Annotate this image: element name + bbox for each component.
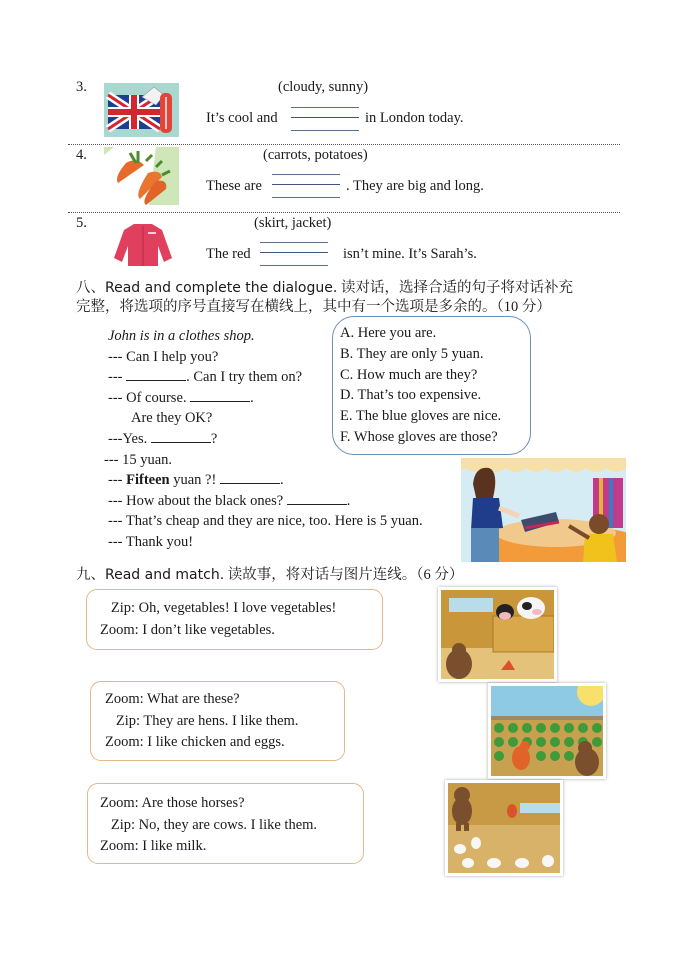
option-d: D. That’s too expensive. <box>340 387 482 404</box>
dialogue-line: Zip: Oh, vegetables! I love vegetables! <box>100 600 337 616</box>
section-prefix: 九、 <box>76 567 105 583</box>
match-box-2[interactable] <box>90 681 345 761</box>
dialogue-line: ---Yes. ? <box>108 430 218 447</box>
section-prefix: 八、 <box>76 280 105 296</box>
dialogue-line: --- How about the black ones? . <box>108 492 351 509</box>
clothes-shop-image <box>461 458 626 562</box>
red-jacket-image <box>112 222 174 266</box>
section-9-heading <box>76 566 463 585</box>
vegetable-garden-image[interactable] <box>488 683 606 779</box>
option-f: F. Whose gloves are those? <box>340 428 498 445</box>
dialogue-line: Zoom: Are those horses? <box>100 795 245 811</box>
dialogue-line: Zoom: I like chicken and eggs. <box>105 734 285 750</box>
option-e: E. The blue gloves are nice. <box>340 408 502 425</box>
sentence-end: isn’t mine. It’s Sarah’s. <box>343 246 477 262</box>
options-box <box>332 316 531 455</box>
sentence-start: The red <box>206 246 251 262</box>
item-number: 3. <box>76 79 87 95</box>
answer-blank[interactable] <box>151 429 211 443</box>
answer-blank[interactable] <box>291 106 359 132</box>
answer-blank[interactable] <box>220 470 280 484</box>
word-choices: (carrots, potatoes) <box>263 147 368 163</box>
section-instructions-cont: 完整，将选项的序号直接写在横线上，其中有一个选项是多余的。（10 分） <box>76 299 551 315</box>
uk-flag-thermometer-image <box>104 83 179 137</box>
section-title-en: Read and complete the dialogue. <box>105 280 338 296</box>
answer-blank[interactable] <box>190 388 250 402</box>
answer-blank[interactable] <box>260 241 328 267</box>
section-instructions: 读故事，将对话与图片连线。（6 分） <box>224 567 464 583</box>
word-choices: (cloudy, sunny) <box>278 79 369 95</box>
word-choices: (skirt, jacket) <box>254 215 332 231</box>
dialogue-line: --- Of course. . <box>108 389 254 406</box>
option-b: B. They are only 5 yuan. <box>340 345 484 362</box>
sentence-start: These are <box>206 178 262 194</box>
sentence-end: in London today. <box>365 110 464 126</box>
dialogue-line: --- Thank you! <box>108 533 194 550</box>
dialogue-line: Zoom: I like milk. <box>100 838 207 854</box>
dialogue-line: --- . Can I try them on? <box>108 369 303 386</box>
dialogue-line: --- 15 yuan. <box>104 451 173 468</box>
item-number: 5. <box>76 215 87 231</box>
barn-hens-image[interactable] <box>445 780 563 876</box>
section-instructions: 读对话，选择合适的句子将对话补充 <box>337 280 573 296</box>
carrots-image <box>104 147 179 205</box>
section-title-en: Read and match. <box>105 567 225 583</box>
section-8-heading <box>76 279 636 317</box>
divider <box>68 144 620 145</box>
option-a: A. Here you are. <box>340 325 437 341</box>
answer-blank[interactable] <box>272 173 340 199</box>
match-box-1[interactable] <box>86 589 383 650</box>
match-box-3[interactable] <box>87 783 364 864</box>
dialogue-line: Zoom: What are these? <box>105 691 240 707</box>
dialogue-line: Zip: No, they are cows. I like them. <box>100 816 318 833</box>
divider <box>68 212 620 213</box>
sentence-end: . They are big and long. <box>346 178 484 194</box>
item-number: 4. <box>76 147 87 163</box>
dialogue-line: Zoom: I don’t like vegetables. <box>100 621 275 638</box>
sentence-start: It’s cool and <box>206 110 278 126</box>
answer-blank[interactable] <box>287 491 347 505</box>
scene-description: John is in a clothes shop. <box>108 328 255 344</box>
answer-blank[interactable] <box>126 367 186 381</box>
dialogue-line: Zip: They are hens. I like them. <box>105 712 299 729</box>
dialogue-line: --- Fifteen yuan ?! . <box>108 472 284 489</box>
dialogue-line: Are they OK? <box>131 410 213 427</box>
dialogue-line: --- That’s cheap and they are nice, too. Here is 5 yuan. <box>108 513 423 530</box>
barn-cows-image[interactable] <box>438 587 557 682</box>
dialogue-line: --- Can I help you? <box>108 348 219 365</box>
option-c: C. How much are they? <box>340 366 478 383</box>
